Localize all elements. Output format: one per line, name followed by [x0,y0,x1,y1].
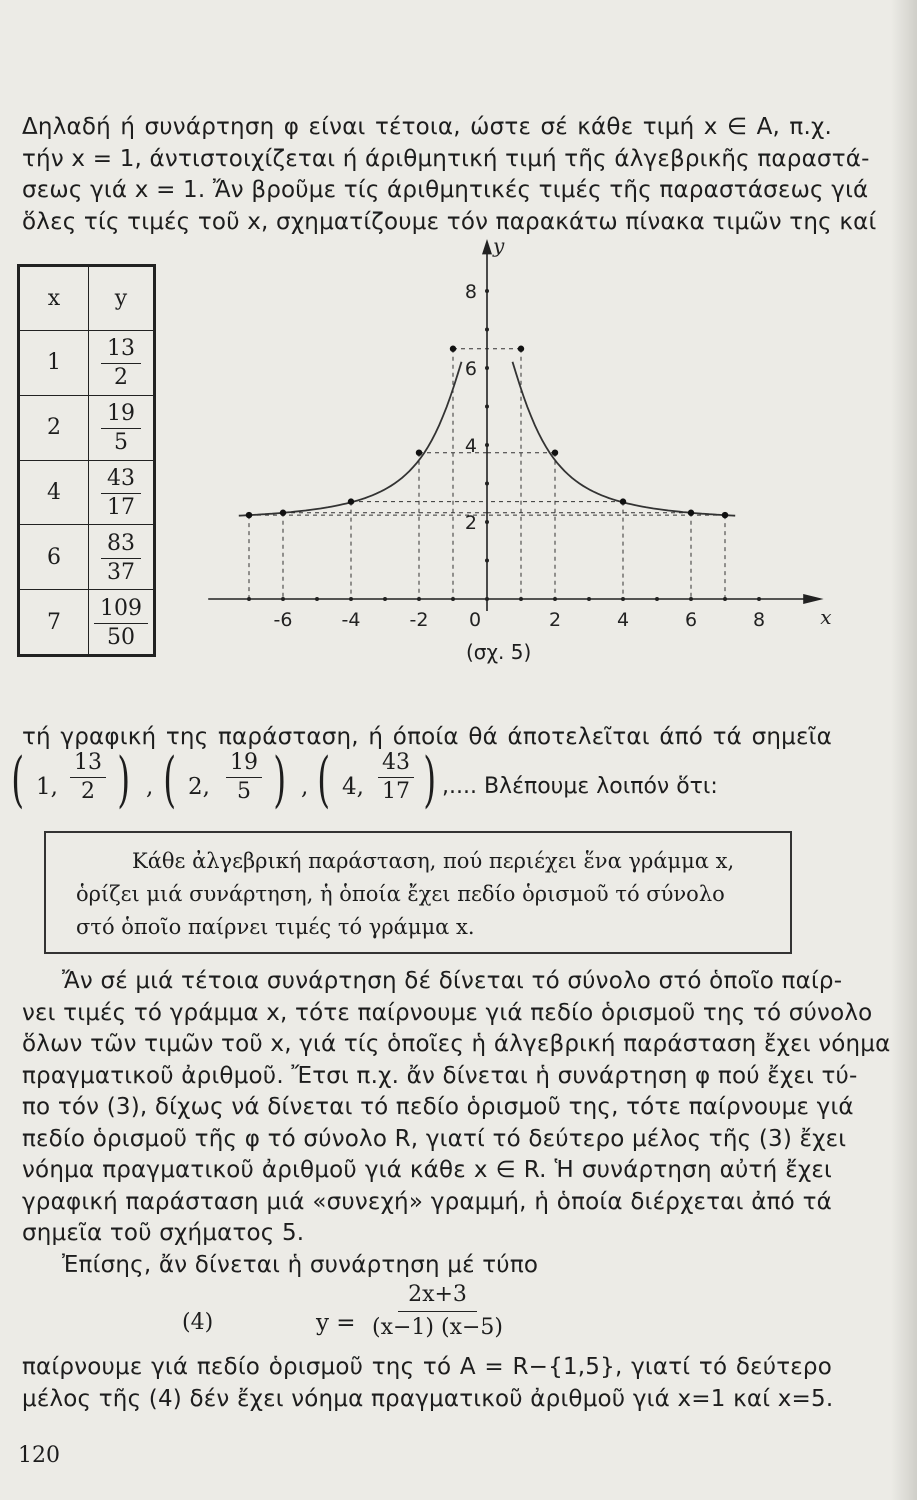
x-tick-mark [655,597,659,601]
data-point [722,512,728,518]
text-line: μέλος τῆς (4) δέν ἔχει νόημα πραγματικοῦ ἀριθμοῦ γιά x=1 καί x=5. [22,1385,834,1412]
open-paren: ( [163,745,177,815]
fraction-denominator: 2 [81,779,95,804]
formula-label: (4) [182,1310,214,1335]
table-cell-y [89,460,154,525]
value-table [17,264,156,657]
text-line: τή γραφική της παράσταση, ή όποία θά άποτελεῖται άπό τά σημεῖα [22,724,832,750]
paragraph-domain-rule [22,966,891,1250]
table-row [20,525,154,590]
y-tick-mark [485,443,489,447]
table-cell-y [89,331,154,396]
paragraph-also [62,1250,822,1282]
y-tick-mark [485,328,489,332]
tick-labels [274,234,832,632]
fraction-numerator: 109 [94,598,148,624]
data-point [348,498,354,504]
text-line: πο τόν (3), δίχως νά δίνεται τό πεδίο ὁρισμοῦ της, τότε παίρνουμε γιά [22,1094,854,1120]
x-tick-mark [689,597,693,601]
data-point [450,346,456,352]
table-header-row [20,267,154,331]
formula-denominator: (x−1) (x−5) [372,1315,504,1340]
fraction-denominator: 5 [237,779,251,804]
x-tick-label: 2 [548,609,562,631]
x-tick-mark [417,597,421,601]
x-tick-mark [383,597,387,601]
y-tick-mark [485,482,489,486]
points-list [11,745,812,830]
table-row [20,395,154,460]
x-tick-mark [315,597,319,601]
y-tick-mark [485,366,489,370]
x-tick-label: -2 [409,609,429,631]
fraction-denominator: 17 [107,494,135,520]
x-tick-mark [281,597,285,601]
separator: , [301,774,309,800]
data-point [280,510,286,516]
text-line: νει τιμές τό γράμμα x, τότε παίρνουμε γιά πεδίο ὁρισμοῦ της τό σύνολο [22,999,873,1026]
x-tick-mark [621,597,625,601]
x-tick-label: 4 [616,609,630,631]
x-tick-mark [587,597,591,601]
x-tick-mark [247,597,251,601]
data-point [518,346,524,352]
fraction-numerator: 43 [378,752,414,778]
point-3-x: 4, [342,774,364,800]
y-tick-mark [485,289,489,293]
table-cell-x: 6 [20,525,89,590]
close-paren: ) [273,745,287,815]
table-cell-y [89,525,154,590]
data-point [620,498,626,504]
definition-box [44,831,792,954]
fraction-numerator: 13 [70,752,106,778]
close-paren: ) [117,745,131,815]
point-2-x: 2, [188,774,210,800]
open-paren: ( [317,745,331,815]
paragraph-intro [22,112,877,238]
y-tick-label: 4 [464,435,477,457]
text-line: ὅλες τίς τιμές τοῦ x, σχηματίζουμε τόν παρακάτω πίνακα τιμῶν της καί [22,208,877,235]
x-tick-label: 0 [468,609,482,631]
text-line: ὅλων τῶν τιμῶν τοῦ x, γιά τίς ὁποῖες ἡ άλγεβρική παράσταση ἔχει νόημα [22,1031,891,1057]
fraction-numerator: 19 [226,752,262,778]
page-edge [891,0,917,1500]
x-tick-mark [723,597,727,601]
x-axis-arrow [803,594,823,604]
x-tick-mark [519,597,523,601]
text-line: νόημα πραγματικοῦ ἀριθμοῦ γιά κάθε x ∈ R. Ἡ συνάρτηση αὐτή ἔχει [22,1157,832,1183]
point-1-fraction [70,752,106,803]
page-number: 120 [18,1443,60,1468]
fraction-denominator: 50 [107,624,135,650]
axes [208,239,823,611]
text-line: Ἄν σέ μιά τέτοια συνάρτηση δέ δίνεται τό σύνολο στό ὁποῖο παίρ- [62,968,843,994]
text-line: πεδίο ὁρισμοῦ τῆς φ τό σύνολο R, γιατί τό δεύτερο μέλος τῆς (3) ἔχει [22,1125,847,1152]
fraction-numerator: 13 [101,338,141,364]
point-3-fraction [378,752,414,803]
y-tick-mark [485,405,489,409]
points-tail-text: ,.... Βλέπουμε λοιπόν ὅτι: [442,774,718,799]
figure-caption: (σχ. 5) [466,640,532,664]
table-row [20,460,154,525]
point-1-x: 1, [36,774,58,800]
fraction-denominator: 2 [114,365,128,391]
text-line: Δηλαδή ή συνάρτηση φ είναι τέτοια, ώστε σέ κάθε τιμή x ∈ A, π.χ. [22,114,832,140]
text-line: γραφική παράσταση μιά «συνεχή» γραμμή, ἡ ὁποία διέρχεται ἀπό τά [22,1188,832,1215]
y-tick-label: 6 [464,358,477,380]
text-line: τήν x = 1, άντιστοιχίζεται ή άριθμητική τιμή τῆς άλγεβρικῆς παραστά- [22,145,870,172]
x-tick-label: -6 [273,609,293,631]
curve-right [513,362,736,516]
x-tick-label: 8 [752,609,766,631]
x-axis-label: x [820,605,832,629]
x-tick-label: -4 [341,609,361,631]
fraction-denominator: 37 [107,559,135,585]
x-tick-mark [451,597,455,601]
paragraph-domain-example [22,1352,832,1415]
table-row [20,590,154,655]
text-line: Ἐπίσης, ἄν δίνεται ἡ συνάρτηση μέ τύπο [62,1252,539,1278]
y-axis-arrow [482,239,492,254]
data-point [246,512,252,518]
data-point [416,450,422,456]
y-axis-label: y [493,233,505,258]
formula-lhs: y = [316,1310,356,1336]
table-cell-y [89,395,154,460]
formula-fraction [362,1284,513,1339]
table-header-x: x [20,267,89,331]
definition-line: Κάθε ἀλγεβρική παράσταση, πού περιέχει ἕνα γράμμα x, [132,849,735,873]
x-tick-mark [757,597,761,601]
text-line: σεως γιά x = 1. Ἄν βροῦμε τίς άριθμητικές τιμές τῆς παραστάσεως γιά [22,177,869,203]
point-2-fraction [226,752,262,803]
x-tick-label: 6 [684,609,698,631]
fraction-numerator: 83 [101,533,141,559]
fraction-numerator: 43 [101,468,141,494]
fraction-denominator: 5 [114,430,128,456]
function-graph [160,233,832,640]
close-paren: ) [423,745,437,815]
definition-line: στό ὁποῖο παίρνει τιμές τό γράμμα x. [76,915,475,939]
text-line: σημεῖα τοῦ σχήματος 5. [22,1220,305,1246]
fraction-numerator: 19 [101,403,141,429]
data-point [688,510,694,516]
separator: , [146,774,154,800]
curve-left [239,362,462,516]
y-tick-mark [485,559,489,563]
data-point [552,450,558,456]
x-tick-mark [553,597,557,601]
formula-numerator: 2x+3 [398,1284,477,1312]
table-cell-x: 2 [20,395,89,460]
fraction-denominator: 17 [382,779,410,804]
open-paren: ( [11,745,25,815]
y-tick-label: 2 [464,512,477,534]
x-tick-mark [349,597,353,601]
text-line: πραγματικοῦ ἀριθμοῦ. Ἔτσι π.χ. ἄν δίνεται ἡ συνάρτηση φ πού ἔχει τύ- [22,1062,858,1089]
table-header-y: y [89,267,154,331]
y-tick-mark [485,520,489,524]
y-tick-label: 8 [464,281,477,303]
table-cell-x: 7 [20,590,89,655]
x-tick-mark [485,597,489,601]
text-line: παίρνουμε γιά πεδίο ὁρισμοῦ της τό A = R−{1,5}, γιατί τό δεύτερο [22,1354,832,1380]
table-row [20,331,154,396]
table-cell-x: 1 [20,331,89,396]
definition-line: ὁρίζει μιά συνάρτηση, ἡ ὁποία ἔχει πεδίο ὁρισμοῦ τό σύνολο [76,882,725,906]
table-cell-y [89,590,154,655]
table-cell-x: 4 [20,460,89,525]
